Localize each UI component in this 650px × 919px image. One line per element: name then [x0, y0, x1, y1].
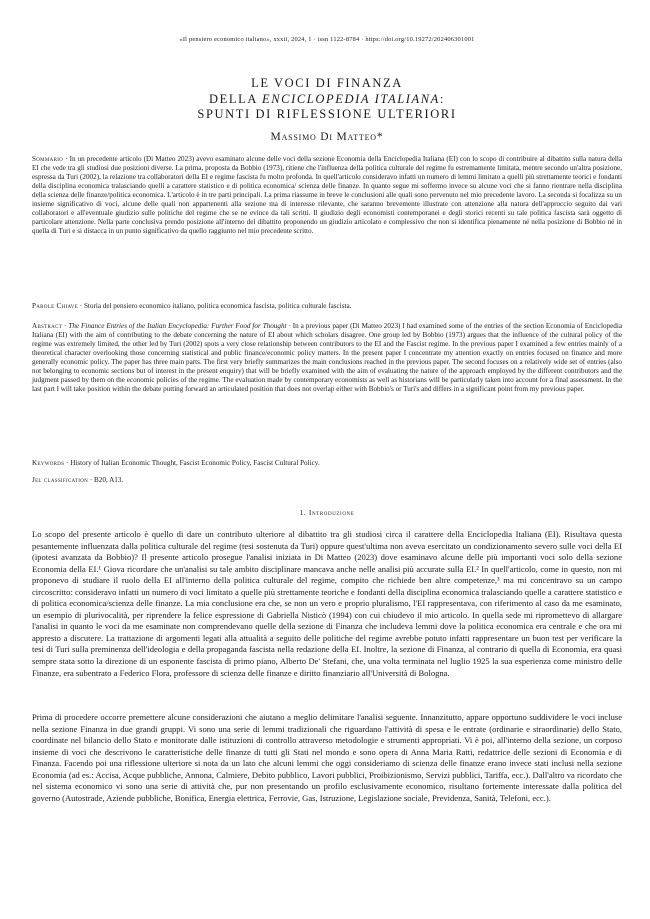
title-line-2 — [32, 92, 622, 108]
title-line-2-italic: ENCICLOPEDIA ITALIANA — [261, 91, 440, 106]
abstract-text: · In a previous paper (Di Matteo 2023) I had examined some of the entries of the section Economia of Enciclopedia Italiana (EI) with the aim of contributing to the debate concerning the nature of EI about which scholars disagree. One group led by Bobbio (1973) argues that the influence of the cultural policy of the regime was extremely limited, the other led by Turi (2002) spots a very close relationship between contributors to the EI and the Fascist regime. In the previous paper I examined a few entries mainly of a theoretical character overlooking those concerning statistical and public finance/economic policy matters. In the present paper I concentrate my attention exactly on entries focused on finance and more generally economic policy. The paper has three main parts. The first very briefly summarizes the main conclusions reached in the previous paper. The second focuses on a relatively wide set of entries (also not belonging to economic sections but of interest in the present enquiry) that will be briefly examined with the aim of evaluating the nature of the approach employed by the different contributors and the judgment passed by them on the economic policies of the regime. The evaluation made by contemporary economists as well as historians will be particularly taken into account for a final assessment. In the last part I will take position within the debate putting forward an articulated position that does not overlap either with Bobbio's or Turi's and differs in a significant point from my previous paper. — [32, 322, 622, 394]
parole-chiave-label: Parole Chiave — [32, 302, 78, 310]
title-line-2-post: : — [439, 91, 445, 106]
section-heading: 1. Introduzione — [299, 508, 355, 517]
parole-chiave-block — [32, 302, 622, 311]
summary-block — [32, 155, 622, 236]
keywords-block — [32, 459, 622, 468]
paragraph-1-text: Lo scopo del presente articolo è quello di dare un contributo ulteriore al dibattito tra gli studiosi circa il carattere della Enciclopedia Italiana (EI). Risultava questa pesantemente influenzata dalla politica culturale del regime (tesi sostenuta da Turi) oppure quest'ultima non aveva esercitato un condizionamento severo sulle voci della EI (ipotesi avanzata da Bobbio)? Il presente articolo prosegue l'analisi iniziata in Di Matteo (2023) dove esaminavo alcune delle più importanti voci solo della sezione Economia della EI.¹ Giova ricordare che un'analisi su tale ambito disciplinare mancava anche nelle analisi più accurate sulla EI.² In quell'articolo, come in questo, non mi proponevo di studiare il ruolo della EI all'interno della politica culturale del regime, compito che richiede ben altre competenze,³ ma mi concentravo su un campo circoscritto: consideravo infatti un numero di voci limitato a quelle più strettamente teoriche e fondanti della disciplina economica tralasciando quelle a carattere statistico e di politica economica/scienza delle finanze. La mia conclusione era che, se non un vero e proprio pluralismo, l'EI rappresentava, con riferimento al caso da me esaminato, un esempio di plurivocalità, per riprendere la felice espressione di Gabriella Nisticò (1994) con cui chiudevo il mio articolo. In quella sede mi ripromettevo di allargare l'analisi in quanto le voci da me esaminate non comprendevano quelle della sezione di Finanza che includeva lemmi dove la politica economica era centrale e che ora mi appresto a discutere. La trattazione di argomenti legati alla attualità a seguito delle politiche del regime avrebbe potuto infatti rappresentare un buon test per verificare la tesi di Turi sulla preminenza dell'ideologia e della propaganda fascista nella redazione della EI. Inoltre, la sezione di Finanza, al contrario di quella di Economia, era quasi sempre stata sotto la direzione di un esponente fascista di primo piano, Alberto De' Stefani, che, una volta terminata nel luglio 1925 la sua esperienza come ministro delle Finanze, era subentrato a Federico Flora, professore di scienza delle finanze e diritto finanziario all'Università di Bologna. — [32, 529, 622, 678]
abstract-label: Abstract — [32, 322, 63, 330]
jel-text: · B20, A13. — [88, 476, 124, 484]
title-line-3: SPUNTI DI RIFLESSIONE ULTERIORI — [197, 107, 457, 121]
keywords-label: Keywords — [32, 459, 65, 467]
summary-label: Sommario — [32, 155, 64, 163]
author-name: Massimo Di Matteo* — [270, 131, 384, 143]
body-paragraph-2 — [32, 712, 622, 804]
title-line-2-pre: DELLA — [208, 91, 262, 106]
article-title — [32, 76, 622, 123]
abstract-title: The Finance Entries of the Italian Encyclopedia: Further Food for Thought — [68, 322, 287, 330]
title-line-1: LE VOCI DI FINANZA — [251, 76, 403, 90]
jel-label: Jel classification — [32, 476, 89, 484]
running-head: «Il pensiero economico italiano», xxxii, 2024, 1 · issn 1122-8784 · https://doi.org/10.19272/202406301001 — [179, 36, 475, 43]
parole-chiave-text: · Storia del pensiero economico italiano, politica economica fascista, politica culturale fascista. — [78, 302, 352, 310]
jel-block — [32, 476, 622, 485]
paragraph-2-text: Prima di procedere occorre premettere alcune considerazioni che aiutano a meglio delimitare l'analisi seguente. Innanzitutto, appare opportuno suddividere le voci incluse nella sezione Finanza in due grandi gruppi. Vi sono una serie di lemmi tradizionali che riguardano l'attività di spesa e le entrate (ordinarie e straordinarie) dello Stato, coordinate nel bilancio dello Stato e monitorate dalle istituzioni di controllo attraverso metodologie e strumenti appropriati. Vi è poi, all'interno della sezione, un corposo insieme di voci che descrivono le caratteristiche delle finanze di tutti gli Stati nel mondo e sono opera di Anna Maria Ratti, redattrice delle sezioni di Economia e di Finanza. Facendo poi una riflessione ulteriore si nota da un lato che alcuni lemmi che oggi consideriamo di scienza delle finanze erano invece stati inclusi nella sezione Economia (ad es.: Accisa, Acque pubbliche, Annona, Calmiere, Debito pubblico, Lavori pubblici, Proibizionismo, Servizi pubblici, Tariffa, ecc.). Dall'altro va ricordato che nel sistema economico vi sono una serie di attività che, pur non presentando un profilo esclusivamente economico, risultano fortemente interessate dalla politica del governo (Autostrade, Aziende pubbliche, Bonifica, Energia elettrica, Ferrovie, Gas, Istruzione, Legislazione sociale, Previdenza, Sanità, Telefoni, ecc.). — [32, 712, 622, 803]
summary-text: · In un precedente articolo (Di Matteo 2023) avevo esaminato alcune delle voci della sezione Economia della Enciclopedia Italiana (EI) con lo scopo di contribuire al dibattito sulla natura della EI che vede tra gli studiosi due posizioni diverse. La prima, proposta da Bobbio (1973), ritiene che l'influenza della politica culturale del regime fu estremamente limitata, mentre secondo un'altra posizione, espressa da Turi (2002), la relazione tra collaboratori della EI e regime fascista fu molto profonda. In quell'articolo consideravo infatti un numero di lemmi limitato a quelli più strettamente teorici e fondanti della disciplina economica tralasciando quelli a carattere statistico e di politica economica/ scienza delle finanze. In quanto segue mi soffermo invece su alcune voci che si fanno rientrare nella disciplina della scienza delle finanze/politica economica. L'articolo è in tre parti principali. La prima riassume in breve le conclusioni alle quali sono pervenuto nel mio precedente lavoro. La seconda si focalizza su un insieme significativo di voci, alcune delle quali non appartenenti alla sezione ma di interesse rilevante, che saranno brevemente illustrate con attenzione alla natura dell'approccio seguito dai vari collaboratori e all'eventuale giudizio sulle politiche del regime che se ne evince da tali scritti. Il giudizio degli economisti contemporanei e degli storici recenti su tale politica fascista sarà oggetto di particolare attenzione. Nella parte conclusiva prendo posizione all'interno del dibattito proponendo un giudizio articolato e complessivo che non si identifica pienamente né nella posizione di Bobbio né in quella di Turi e si distacca in un punto significativo da quello raggiunto nel mio precedente scritto. — [32, 155, 622, 236]
body-paragraph-1 — [32, 529, 622, 679]
keywords-text: · History of Italian Economic Thought, Fascist Economic Policy, Fascist Cultural Policy. — [64, 459, 320, 467]
abstract-block: Abstract · The Finance Entries of the Italian Encyclopedia: Further Food for Thought · In a previous paper (Di Matteo 2023) I had examined some of the entries of the section Economia of Enciclopedia Italiana (EI) with the aim of contributing to the debate concerning the nature of EI about which scholars disagree. One group led by Bobbio (1973) argues that the influence of the cultural policy of the regime was extremely limited, the other led by Turi (2002) spots a very close relationship between contributors to the EI and the Fascist regime. In the previous paper I examined a few entries mainly of a theoretical character overlooking those concerning statistical and public finance/economic policy matters. In the present paper I concentrate my attention exactly on entries focused on finance and more generally economic policy. The paper has three main parts. The first very briefly summarizes the main conclusions reached in the previous paper. The second focuses on a relatively wide set of entries (also not belonging to economic sections but of interest in the present enquiry) that will be briefly examined with the aim of evaluating the nature of the approach employed by the different contributors and the judgment passed by them on the economic policies of the regime. The evaluation made by contemporary economists as well as historians will be particularly taken into account for a final assessment. In the last part I will take position within the debate putting forward an articulated position that does not overlap either with Bobbio's or Turi's and differs in a significant point from my previous paper. — [32, 322, 622, 394]
